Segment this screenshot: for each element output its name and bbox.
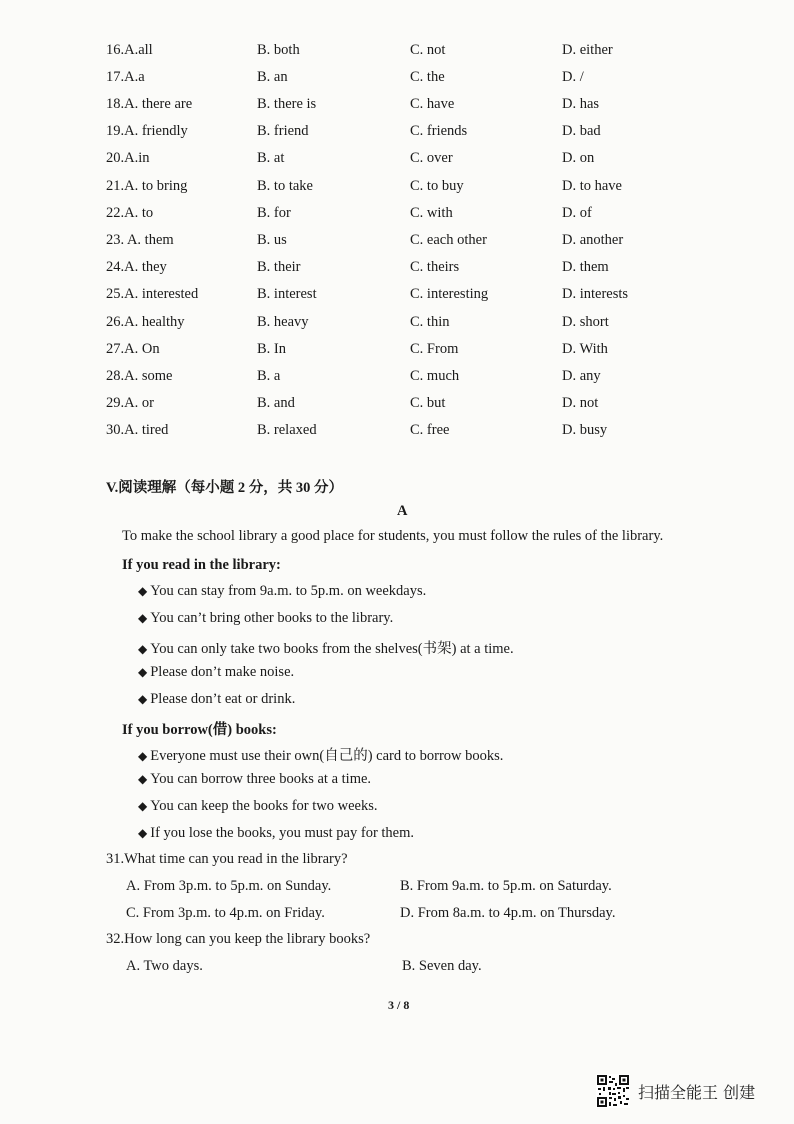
option-row-28 bbox=[0, 363, 794, 390]
question-32: 32.How long can you keep the library books? bbox=[106, 931, 371, 947]
option-a: 16.A.all bbox=[106, 42, 153, 58]
rule-text: Please don’t eat or drink. bbox=[150, 691, 296, 707]
option-c: C. over bbox=[410, 150, 453, 166]
passage-intro: To make the school library a good place for students, you must follow the rules of the library. bbox=[122, 528, 664, 544]
diamond-bullet-icon: ◆ bbox=[138, 611, 148, 625]
option-d: D. to have bbox=[562, 178, 622, 194]
option-b: B. for bbox=[257, 205, 291, 221]
rule-text: You can keep the books for two weeks. bbox=[150, 798, 378, 814]
option-b: B. us bbox=[257, 232, 287, 248]
option-a: 20.A.in bbox=[106, 150, 150, 166]
option-d: D. them bbox=[562, 259, 609, 275]
rule-text: If you lose the books, you must pay for them. bbox=[150, 825, 415, 841]
rule-item bbox=[138, 825, 414, 842]
diamond-bullet-icon: ◆ bbox=[138, 826, 148, 840]
section-title: V.阅读理解（每小题 2 分，共 30 分） bbox=[106, 480, 343, 496]
option-row-23 bbox=[0, 227, 794, 254]
diamond-bullet-icon: ◆ bbox=[138, 692, 148, 706]
diamond-bullet-icon: ◆ bbox=[138, 799, 148, 813]
scanner-watermark bbox=[596, 1074, 755, 1108]
answer-option-b: B. From 9a.m. to 5p.m. on Saturday. bbox=[400, 878, 612, 894]
rule-text: You can only take two books from the shelves(书架) at a time. bbox=[150, 641, 514, 657]
rule-item bbox=[138, 583, 426, 600]
option-a: 17.A.a bbox=[106, 69, 145, 85]
option-c: C. to buy bbox=[410, 178, 464, 194]
option-a: 28.A. some bbox=[106, 368, 173, 384]
diamond-bullet-icon: ◆ bbox=[138, 584, 148, 598]
answer-option-a: A. Two days. bbox=[126, 958, 203, 974]
option-a: 25.A. interested bbox=[106, 286, 199, 302]
option-c: C. the bbox=[410, 69, 445, 85]
option-d: D. another bbox=[562, 232, 624, 248]
option-d: D. / bbox=[562, 69, 584, 85]
option-a: 26.A. healthy bbox=[106, 314, 185, 330]
diamond-bullet-icon: ◆ bbox=[138, 772, 148, 786]
option-b: B. to take bbox=[257, 178, 313, 194]
option-c: C. From bbox=[410, 341, 459, 357]
option-row-20 bbox=[0, 145, 794, 172]
option-a: 23. A. them bbox=[106, 232, 174, 248]
option-d: D. interests bbox=[562, 286, 629, 302]
option-row-18 bbox=[0, 91, 794, 118]
option-a: 18.A. there are bbox=[106, 96, 193, 112]
rule-text: Please don’t make noise. bbox=[150, 664, 295, 680]
diamond-bullet-icon: ◆ bbox=[138, 749, 148, 763]
diamond-bullet-icon: ◆ bbox=[138, 665, 148, 679]
rule-text: You can’t bring other books to the library. bbox=[150, 610, 394, 626]
option-row-22 bbox=[0, 200, 794, 227]
option-c: C. friends bbox=[410, 123, 468, 139]
option-c: C. much bbox=[410, 368, 460, 384]
option-d: D. short bbox=[562, 314, 609, 330]
rule-text: Everyone must use their own(自己的) card to borrow books. bbox=[150, 748, 504, 764]
scanner-watermark-text: 扫描全能王 创建 bbox=[638, 1082, 756, 1102]
option-row-16 bbox=[0, 37, 794, 64]
option-d: D. on bbox=[562, 150, 595, 166]
passage-letter: A bbox=[397, 503, 408, 519]
option-b: B. there is bbox=[257, 96, 317, 112]
borrow-rules-heading: If you borrow(借) books: bbox=[122, 722, 277, 738]
rule-item bbox=[138, 610, 393, 627]
option-row-25 bbox=[0, 281, 794, 308]
rule-text: You can stay from 9a.m. to 5p.m. on weekdays. bbox=[150, 583, 427, 599]
option-c: C. have bbox=[410, 96, 455, 112]
option-c: C. theirs bbox=[410, 259, 460, 275]
option-b: B. both bbox=[257, 42, 300, 58]
answer-option-a: A. From 3p.m. to 5p.m. on Sunday. bbox=[126, 878, 332, 894]
page-number: 3 / 8 bbox=[388, 998, 410, 1012]
option-c: C. thin bbox=[410, 314, 450, 330]
option-c: C. free bbox=[410, 422, 450, 438]
option-b: B. interest bbox=[257, 286, 317, 302]
rule-item bbox=[138, 744, 503, 765]
option-row-26 bbox=[0, 309, 794, 336]
option-b: B. an bbox=[257, 69, 288, 85]
option-c: C. with bbox=[410, 205, 453, 221]
rule-item bbox=[138, 771, 371, 788]
option-row-27 bbox=[0, 336, 794, 363]
rule-item bbox=[138, 798, 378, 815]
answer-option-b: B. Seven day. bbox=[402, 958, 482, 974]
option-b: B. at bbox=[257, 150, 285, 166]
option-b: B. friend bbox=[257, 123, 309, 139]
answer-option-c: C. From 3p.m. to 4p.m. on Friday. bbox=[126, 905, 325, 921]
option-d: D. has bbox=[562, 96, 600, 112]
rule-item bbox=[138, 664, 294, 681]
option-b: B. heavy bbox=[257, 314, 309, 330]
diamond-bullet-icon: ◆ bbox=[138, 642, 148, 656]
option-a: 27.A. On bbox=[106, 341, 160, 357]
option-d: D. either bbox=[562, 42, 613, 58]
option-d: D. not bbox=[562, 395, 599, 411]
option-c: C. not bbox=[410, 42, 446, 58]
option-a: 24.A. they bbox=[106, 259, 167, 275]
option-c: C. interesting bbox=[410, 286, 489, 302]
rule-item bbox=[138, 691, 295, 708]
option-b: B. a bbox=[257, 368, 281, 384]
option-d: D. With bbox=[562, 341, 608, 357]
option-a: 22.A. to bbox=[106, 205, 154, 221]
question-31: 31.What time can you read in the library? bbox=[106, 851, 348, 867]
option-b: B. relaxed bbox=[257, 422, 317, 438]
option-b: B. and bbox=[257, 395, 295, 411]
option-row-30 bbox=[0, 417, 794, 444]
qr-code-icon bbox=[596, 1074, 630, 1108]
option-row-24 bbox=[0, 254, 794, 281]
option-row-19 bbox=[0, 118, 794, 145]
option-d: D. bad bbox=[562, 123, 601, 139]
option-d: D. any bbox=[562, 368, 601, 384]
option-d: D. busy bbox=[562, 422, 608, 438]
option-c: C. but bbox=[410, 395, 446, 411]
answer-option-d: D. From 8a.m. to 4p.m. on Thursday. bbox=[400, 905, 616, 921]
rule-text: You can borrow three books at a time. bbox=[150, 771, 372, 787]
reading-rules-heading: If you read in the library: bbox=[122, 557, 281, 573]
option-d: D. of bbox=[562, 205, 592, 221]
option-b: B. In bbox=[257, 341, 286, 357]
option-b: B. their bbox=[257, 259, 301, 275]
option-row-17 bbox=[0, 64, 794, 91]
rule-item bbox=[138, 637, 514, 658]
option-a: 21.A. to bring bbox=[106, 178, 188, 194]
option-c: C. each other bbox=[410, 232, 487, 248]
option-a: 30.A. tired bbox=[106, 422, 169, 438]
option-a: 19.A. friendly bbox=[106, 123, 188, 139]
option-row-21 bbox=[0, 173, 794, 200]
option-row-29 bbox=[0, 390, 794, 417]
option-a: 29.A. or bbox=[106, 395, 154, 411]
